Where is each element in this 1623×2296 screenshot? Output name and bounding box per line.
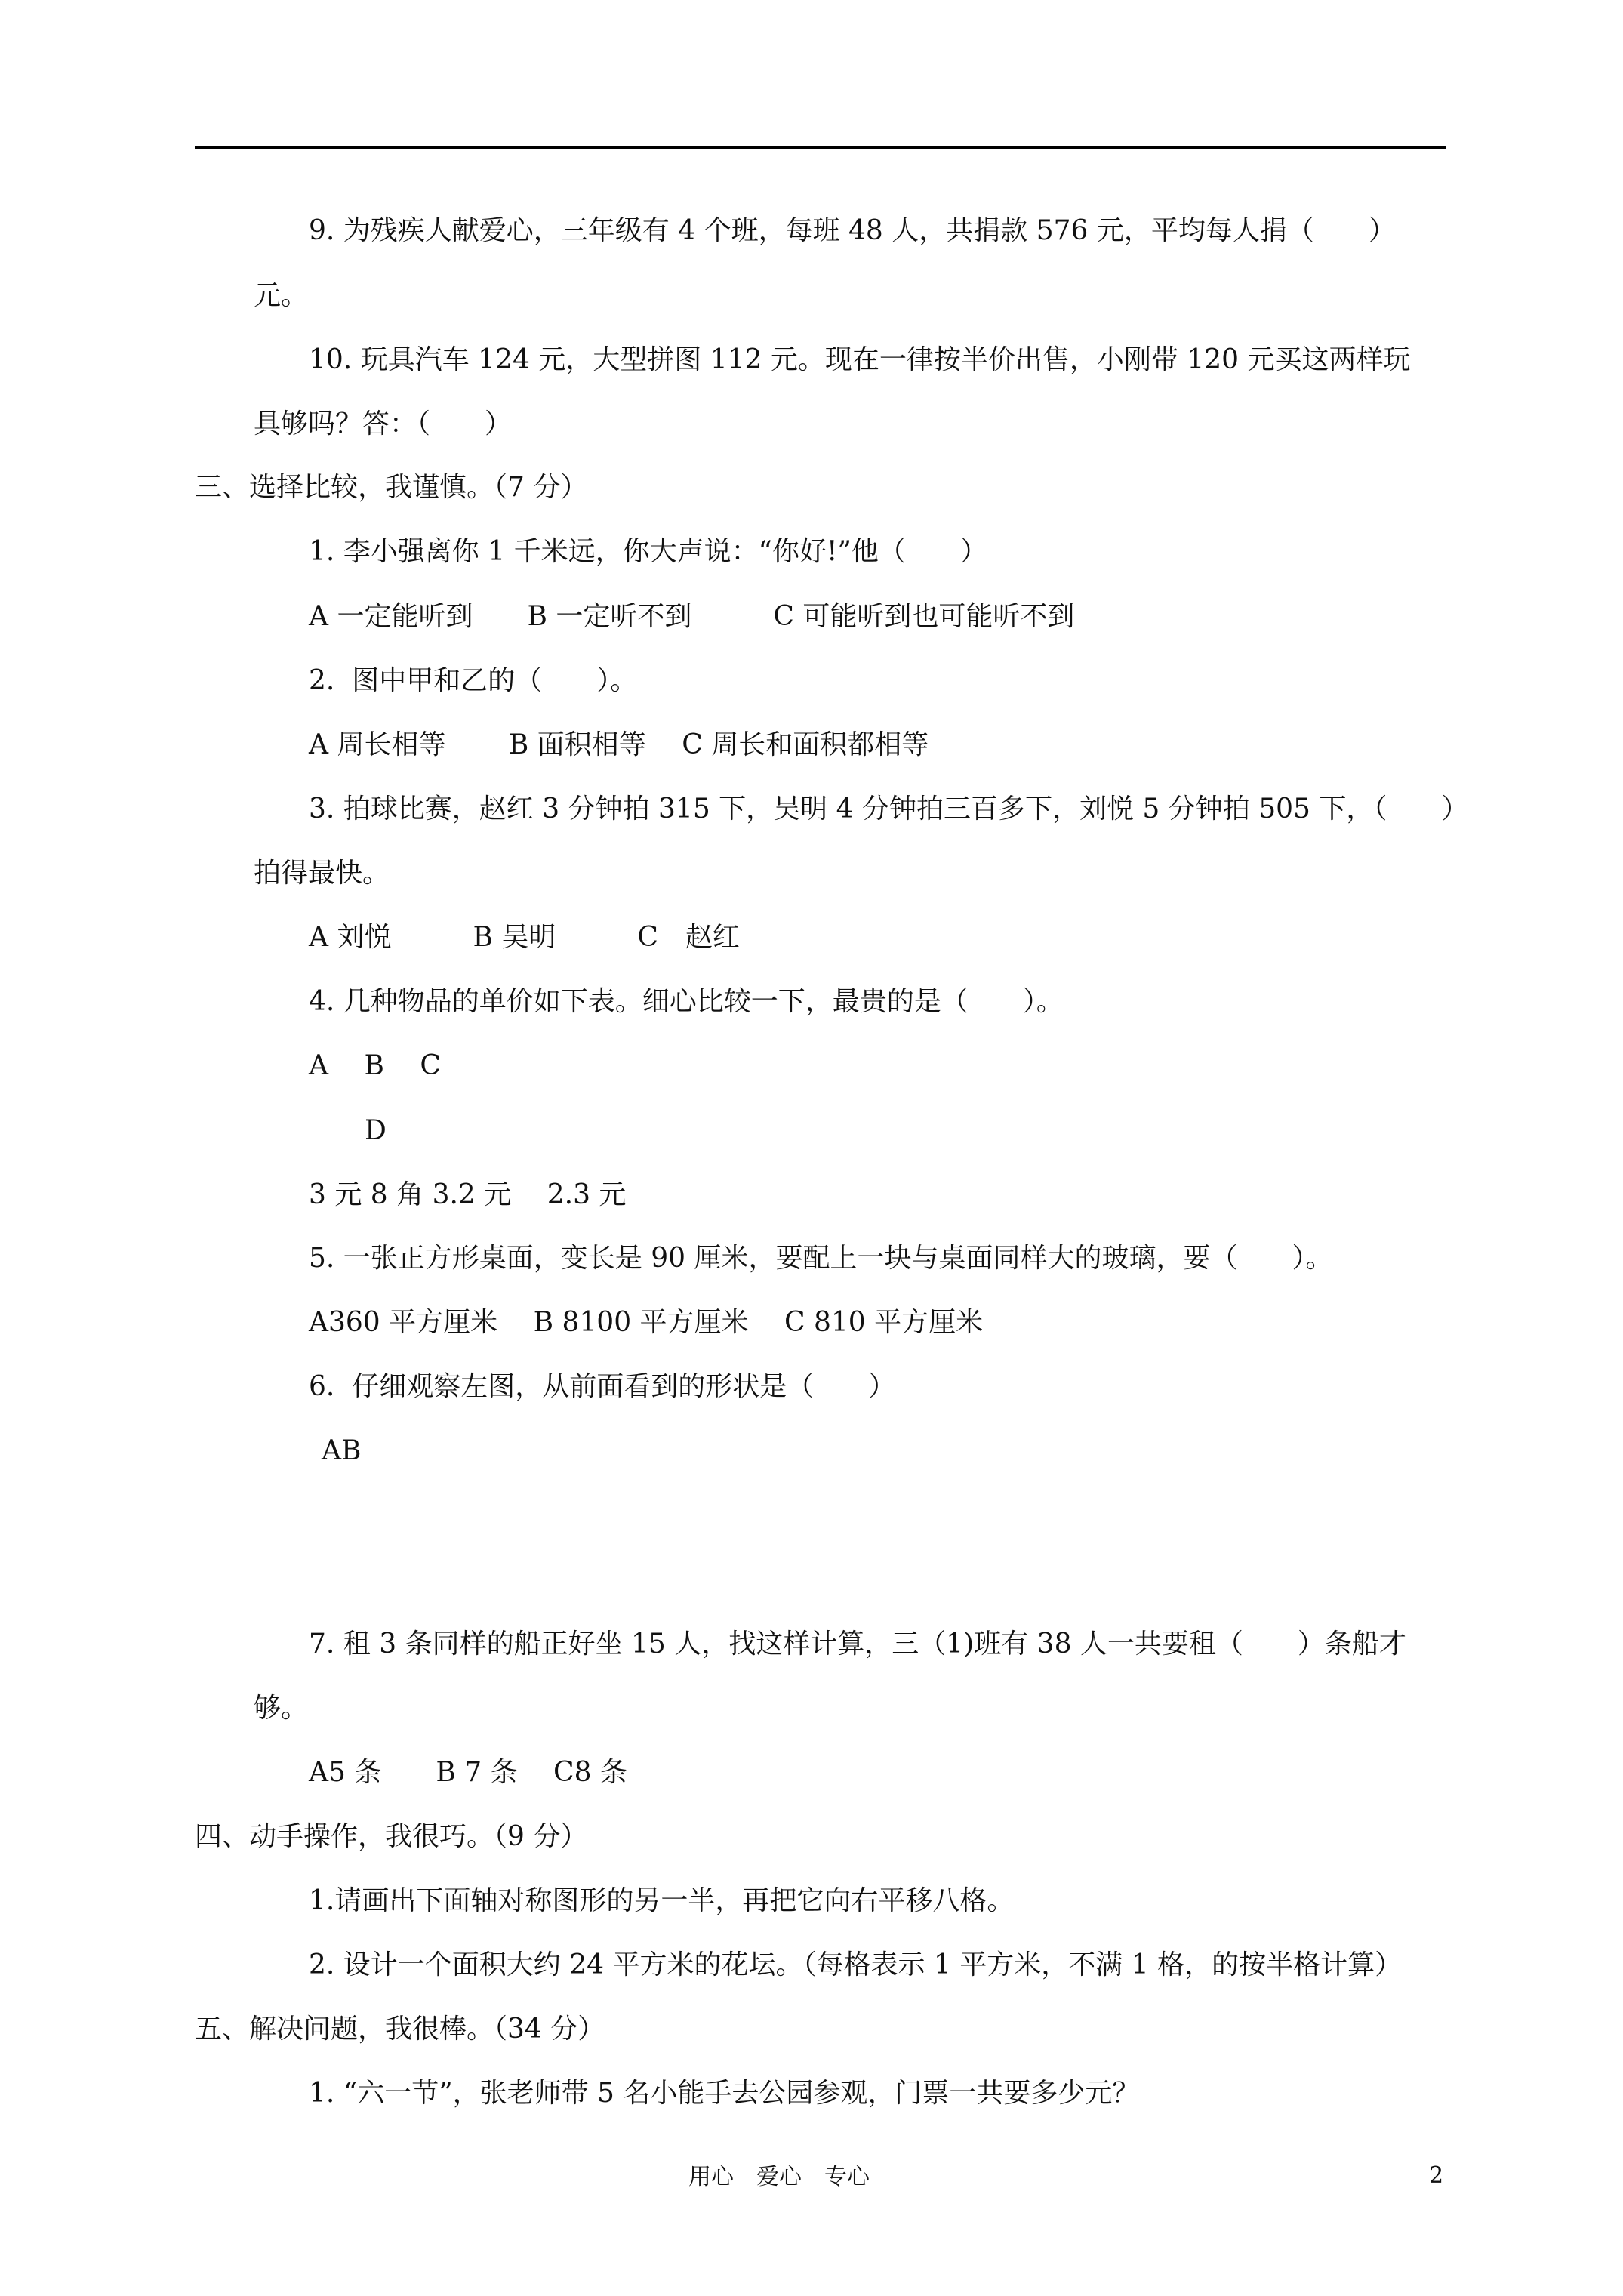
s3-question-3-options: A 刘悦 B 吴明 C 赵红 xyxy=(309,922,740,953)
s3-question-4-option-d: D xyxy=(365,1115,387,1146)
s3-question-4: 4. 几种物品的单价如下表。细心比较一下，最贵的是（ ）。 xyxy=(309,986,1064,1017)
s3-question-3-line-1: 3. 拍球比赛，赵红 3 分钟拍 315 下，吴明 4 分钟拍三百多下，刘悦 5 分钟拍 505 下，（ ） xyxy=(309,794,1469,824)
s3-question-4-prices: 3 元 8 角 3.2 元 2.3 元 xyxy=(309,1179,627,1210)
s3-question-2: 2. 图中甲和乙的（ ）。 xyxy=(309,665,638,696)
s3-question-1-options: A 一定能听到 B 一定听不到 C 可能听到也可能听不到 xyxy=(309,601,1075,632)
s3-question-3-line-2: 拍得最快。 xyxy=(254,858,390,889)
s3-question-2-options: A 周长相等 B 面积相等 C 周长和面积都相等 xyxy=(309,729,929,760)
question-9-line-1: 9. 为残疾人献爱心，三年级有 4 个班，每班 48 人，共捐款 576 元，平均每人捐（ ） xyxy=(309,215,1396,246)
s3-question-7-options: A5 条 B 7 条 C8 条 xyxy=(309,1757,627,1788)
s4-task-2: 2. 设计一个面积大约 24 平方米的花坛。（每格表示 1 平方米，不满 1 格，的按半格计算） xyxy=(309,1949,1403,1980)
footer-motto: 用心 爱心 专心 xyxy=(688,2164,870,2190)
header-rule xyxy=(195,146,1446,149)
section-4-heading: 四、动手操作，我很巧。（9 分） xyxy=(195,1821,588,1852)
s3-question-6: 6. 仔细观察左图，从前面看到的形状是（ ） xyxy=(309,1371,896,1402)
s3-question-6-options: AB xyxy=(322,1435,362,1466)
s3-question-1: 1. 李小强离你 1 千米远，你大声说：“你好!”他（ ） xyxy=(309,536,987,567)
s5-question-1: 1. “六一节”，张老师带 5 名小能手去公园参观，门票一共要多少元？ xyxy=(309,2078,1140,2109)
question-9-line-2: 元。 xyxy=(254,280,309,311)
section-3-heading: 三、选择比较，我谨慎。（7 分） xyxy=(195,472,588,503)
s3-question-4-options-abc: A B C xyxy=(309,1050,441,1081)
s3-question-7-line-1: 7. 租 3 条同样的船正好坐 15 人，找这样计算，三（1)班有 38 人一共要租（ ）条船才 xyxy=(309,1629,1406,1660)
s4-task-1: 1.请画出下面轴对称图形的另一半，再把它向右平移八格。 xyxy=(309,1885,1015,1916)
s3-question-5-options: A360 平方厘米 B 8100 平方厘米 C 810 平方厘米 xyxy=(309,1307,984,1338)
question-10-line-1: 10. 玩具汽车 124 元，大型拼图 112 元。现在一律按半价出售，小刚带 120 元买这两样玩 xyxy=(309,344,1411,375)
section-5-heading: 五、解决问题，我很棒。（34 分） xyxy=(195,2014,605,2045)
question-10-line-2: 具够吗？答：（ ） xyxy=(254,408,513,439)
s3-question-7-line-2: 够。 xyxy=(254,1693,309,1724)
s3-question-5: 5. 一张正方形桌面，变长是 90 厘米，要配上一块与桌面同样大的玻璃，要（ ）。 xyxy=(309,1243,1333,1274)
page-number: 2 xyxy=(1429,2162,1444,2189)
